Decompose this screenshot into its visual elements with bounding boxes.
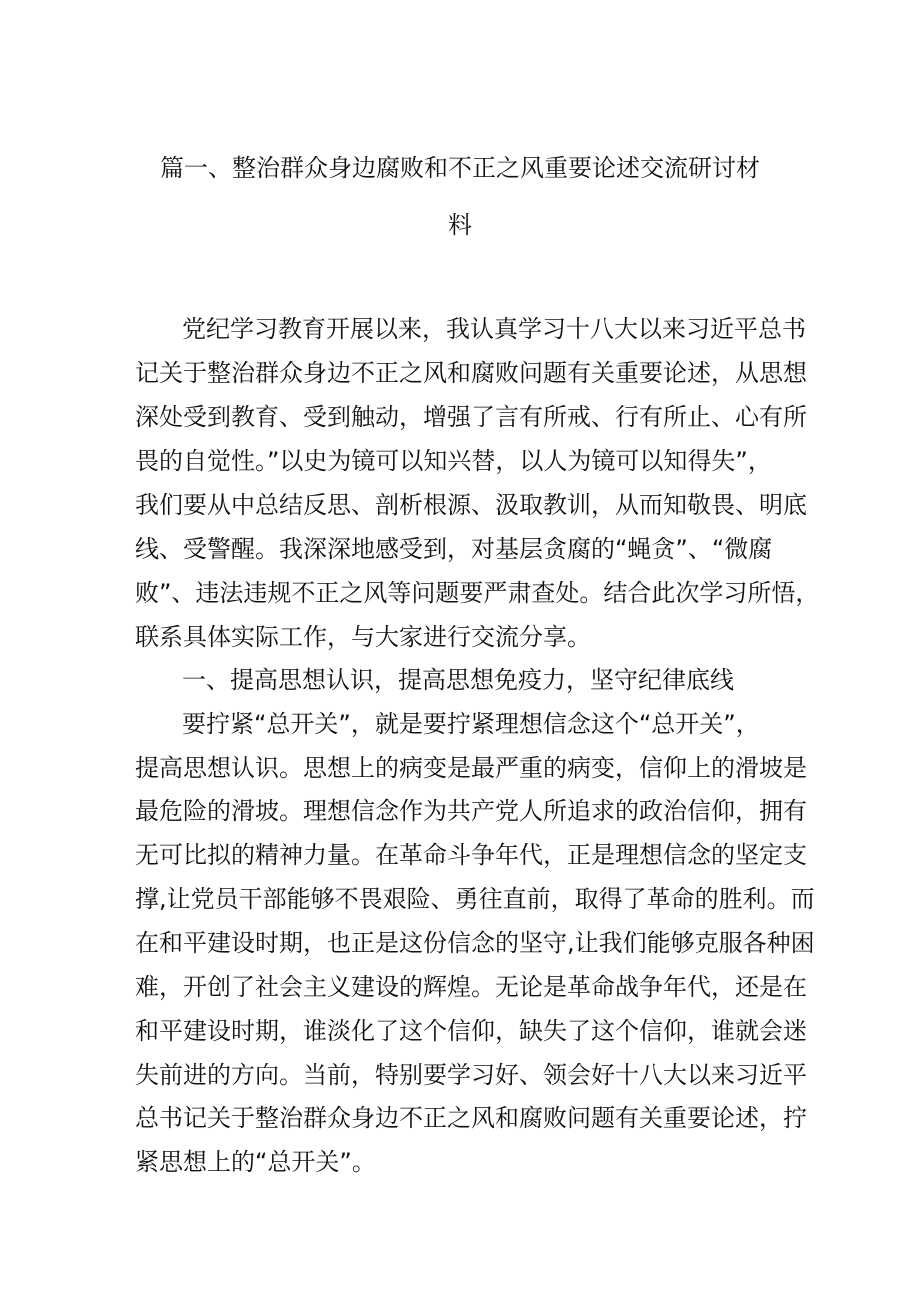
paragraph-2-line-4: 无可比拟的精神力量。在革命斗争年代，正是理想信念的坚定支 xyxy=(135,841,807,869)
paragraph-2-line-3: 最危险的滑坡。理想信念作为共产党人所追求的政治信仰，拥有 xyxy=(135,797,807,825)
paragraph-2-line-8: 和平建设时期，谁淡化了这个信仰，缺失了这个信仰，谁就会迷 xyxy=(135,1017,807,1045)
paragraph-1-line-3: 深处受到教育、受到触动，增强了言有所戒、行有所止、心有所 xyxy=(135,403,807,431)
paragraph-2-line-9: 失前进的方向。当前，特别要学习好、领会好十八大以来习近平 xyxy=(135,1061,807,1089)
document-title-line-1: 篇一、整治群众身边腐败和不正之风重要论述交流研讨材 xyxy=(160,154,760,182)
paragraph-1-line-5: 我们要从中总结反思、剖析根源、汲取教训，从而知敬畏、明底 xyxy=(135,491,807,519)
section-heading-1: 一、提高思想认识，提高思想免疫力，坚守纪律底线 xyxy=(182,666,734,694)
document-title-line-2: 料 xyxy=(448,211,472,239)
paragraph-2-line-2: 提高思想认识。思想上的病变是最严重的病变，信仰上的滑坡是 xyxy=(135,754,807,782)
paragraph-1-line-1: 党纪学习教育开展以来，我认真学习十八大以来习近平总书 xyxy=(182,315,806,343)
paragraph-2-line-6: 在和平建设时期，也正是这份信念的坚守,让我们能够克服各种困 xyxy=(135,929,815,957)
paragraph-1-line-8: 联系具体实际工作，与大家进行交流分享。 xyxy=(135,623,591,651)
paragraph-2-line-11: 紧思想上的“总开关”。 xyxy=(135,1148,376,1176)
paragraph-2-line-7: 难，开创了社会主义建设的辉煌。无论是革命战争年代，还是在 xyxy=(135,973,807,1001)
paragraph-2-line-10: 总书记关于整治群众身边不正之风和腐败问题有关重要论述，拧 xyxy=(135,1104,807,1132)
paragraph-1-line-7: 败”、违法违规不正之风等问题要严肃查处。结合此次学习所悟， xyxy=(135,579,820,607)
paragraph-1-line-4: 畏的自觉性。”以史为镜可以知兴替，以人为镜可以知得失”， xyxy=(135,447,772,475)
paragraph-1-line-6: 线、受警醒。我深深地感受到，对基层贪腐的“蝇贪”、“微腐 xyxy=(135,535,773,563)
paragraph-2-line-1: 要拧紧“总开关”，就是要拧紧理想信念这个“总开关”， xyxy=(182,710,760,738)
paragraph-2-line-5: 撑,让党员干部能够不畏艰险、勇往直前，取得了革命的胜利。而 xyxy=(135,885,815,913)
paragraph-1-line-2: 记关于整治群众身边不正之风和腐败问题有关重要论述，从思想 xyxy=(135,359,807,387)
